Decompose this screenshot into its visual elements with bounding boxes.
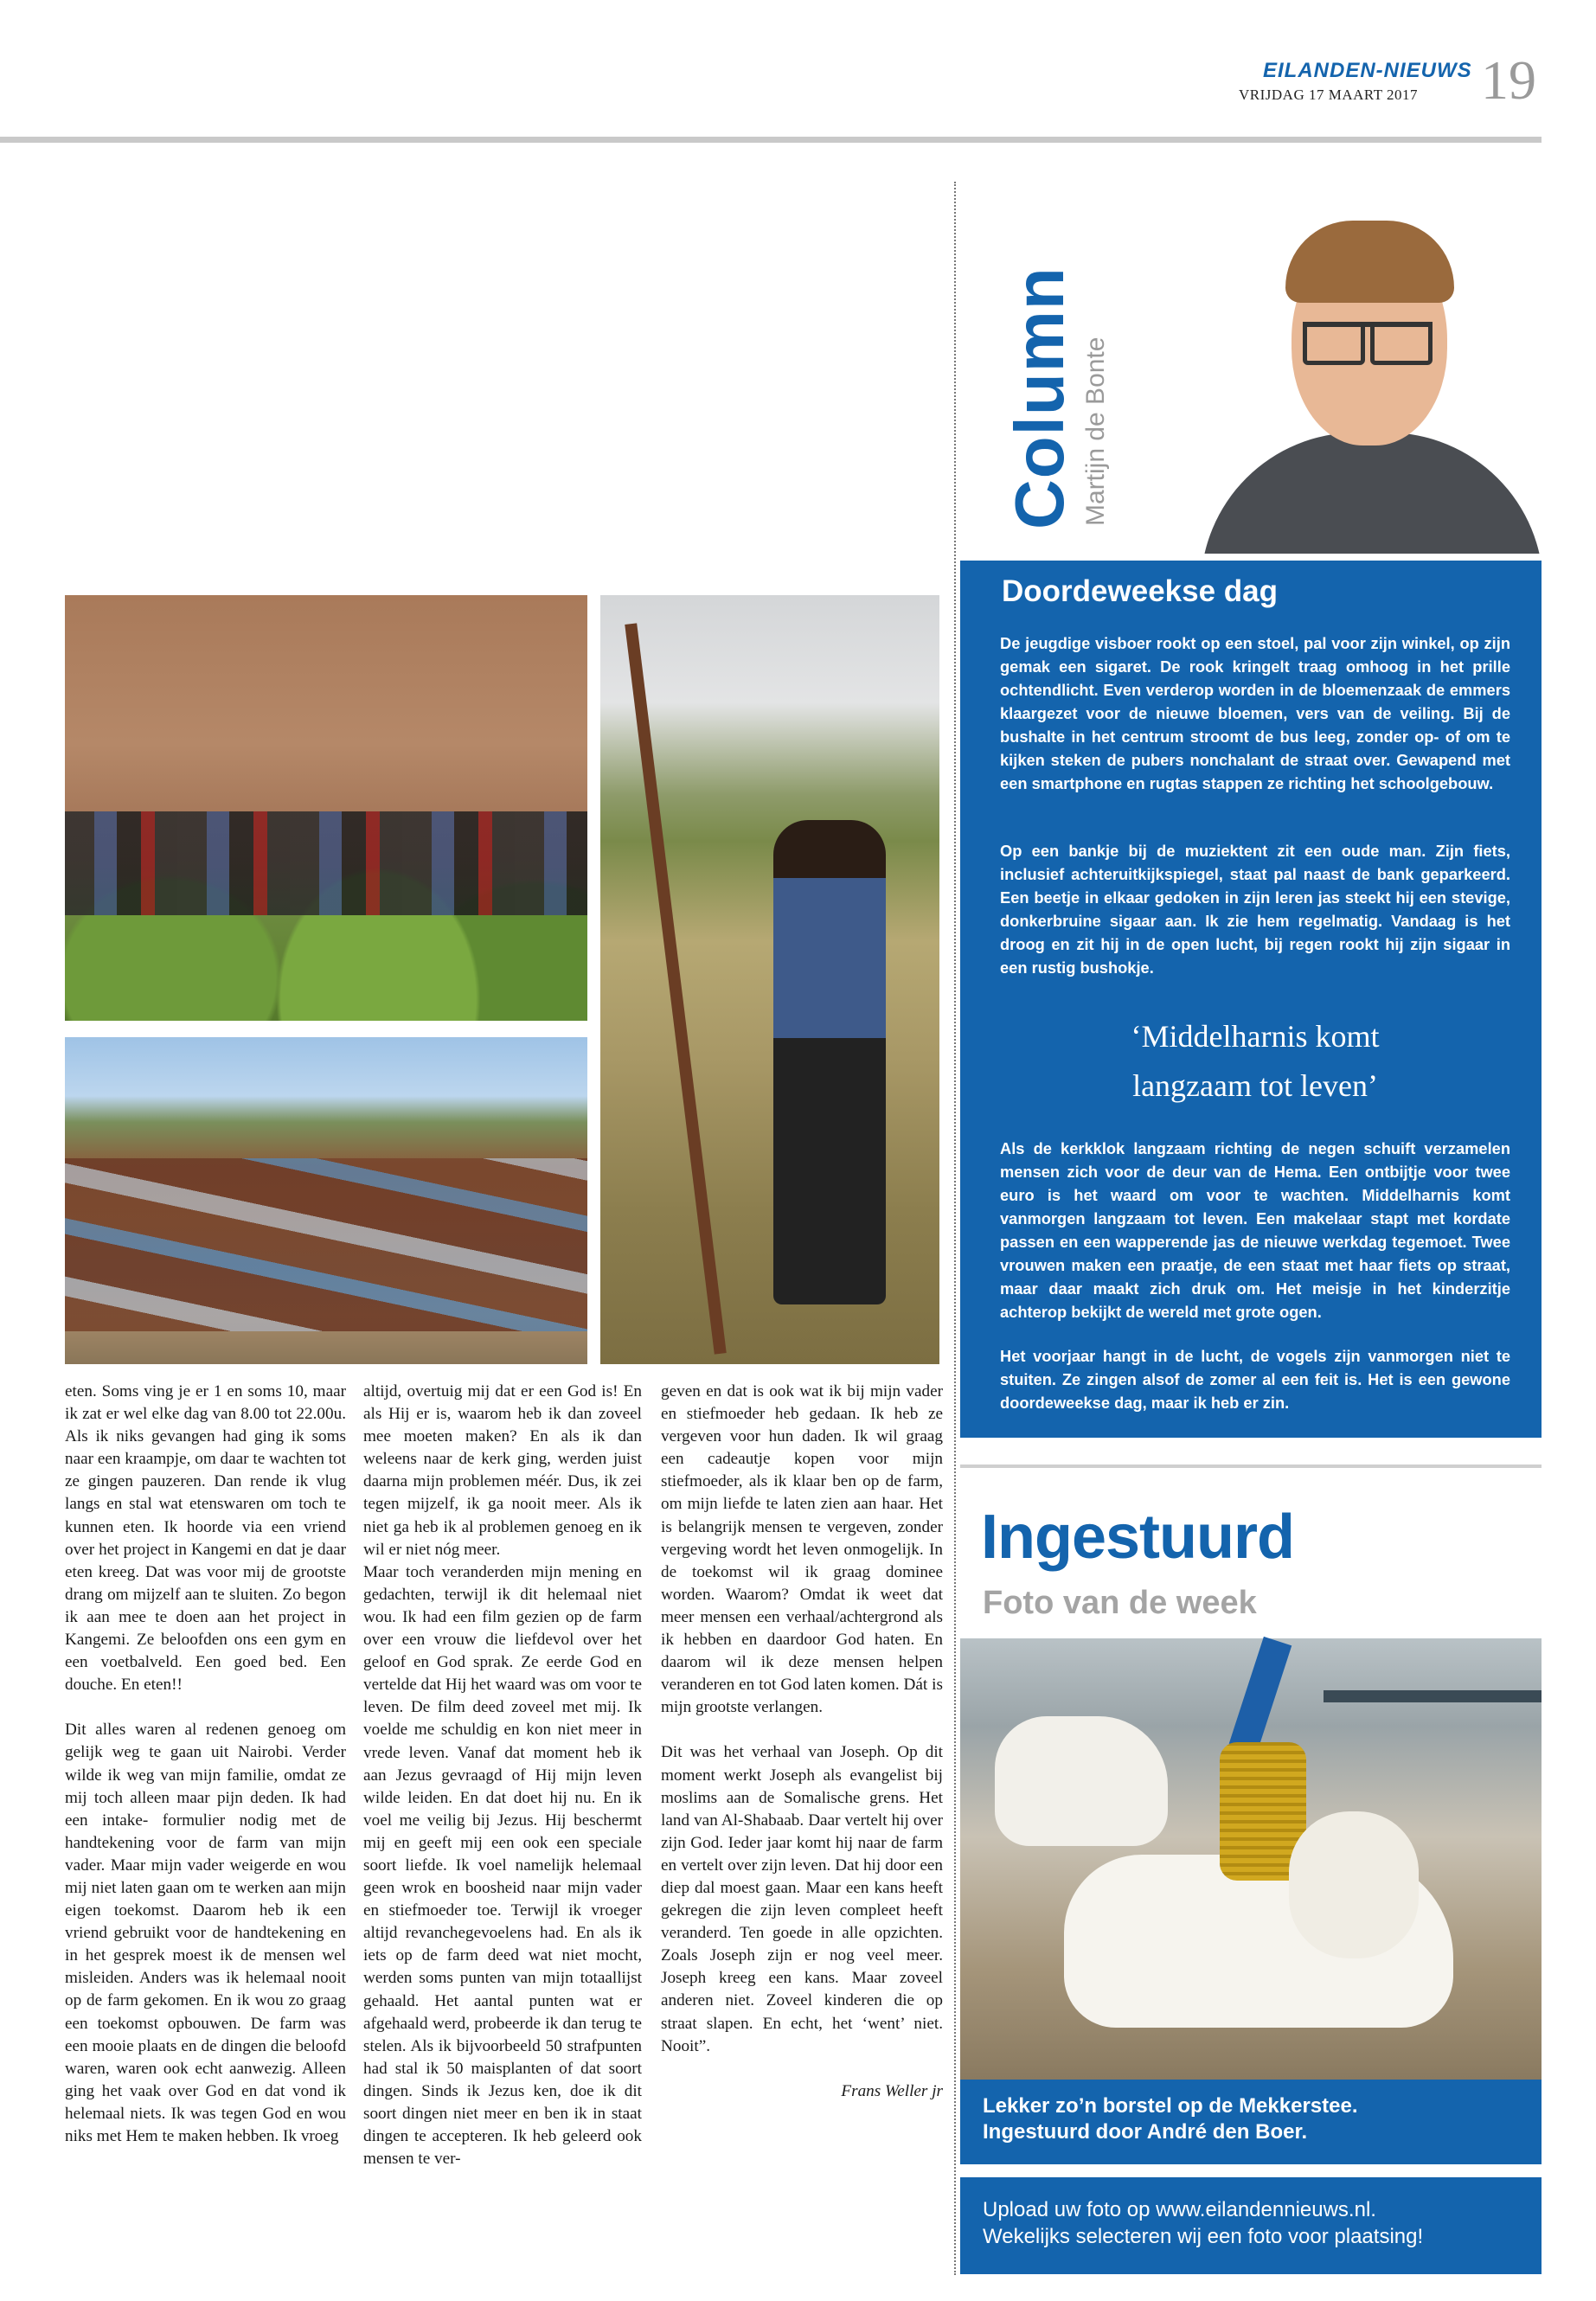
upload-line-1: Upload uw foto op www.eilandennieuws.nl. <box>983 2198 1376 2221</box>
pull-quote <box>1000 1012 1510 1111</box>
portrait-hair <box>1285 221 1454 303</box>
goat-head <box>1289 1811 1419 1958</box>
caption-line-1: Lekker zo’n borstel op de Mekkerstee. <box>983 2094 1358 2118</box>
pull-quote-line-2: langzaam tot leven’ <box>1132 1068 1378 1103</box>
ingestuurd-subtitle: Foto van de week <box>983 1585 1257 1621</box>
goat-background <box>995 1716 1168 1846</box>
portrait-shoulders <box>1201 433 1543 554</box>
article-paragraph: Dit alles waren al redenen genoeg om gelijk weg te gaan uit Nairobi. Verder wilde ik weg van mijn familie, omdat ze mij toch alleen maar pijn deden. Ik had een intake- formulier nodig met de handtekening voor de farm van mijn vader. Maar mijn vader weigerde en wou mij niet laten gaan om te werken aan mijn eigen toekomst. Daarom heb ik een vriend gebruikt voor de handtekening en in het gesprek moest ik de mensen wel misleiden. Anders was ik helemaal nooit op de farm gekomen. En ik wou zo graag een toekomst opbouwen. De farm was een mooie plaats en de dingen die beloofd waren, waren ook echt aanwezig. Alleen ging het vaak over God en dat vond ik helemaal niets. Ik was tegen God en wou niks met Hem te maken hebben. Ik vroeg <box>65 1721 346 2145</box>
wall-group-photo <box>65 595 587 1021</box>
article-signature: Frans Weller jr <box>841 2081 943 2100</box>
upload-notice <box>960 2177 1542 2274</box>
photo-caption <box>960 2080 1542 2164</box>
portrait-glasses <box>1303 322 1433 363</box>
column-paragraph-4: Het voorjaar hangt in de lucht, de vogels zijn vanmorgen niet te stuiten. Ze zingen alsof de zomer al een feit is. Het is een gewone doordeweekse dag, maar ik heb er zin. <box>1000 1347 1510 1412</box>
article-column-2 <box>363 1381 642 2193</box>
stable-rail <box>1324 1690 1542 1702</box>
seated-youths <box>65 811 587 915</box>
young-man-figure <box>773 820 886 1304</box>
column-separator <box>954 182 956 2275</box>
farm-worker-photo <box>600 595 939 1364</box>
pull-quote-line-1: ‘Middelharnis komt <box>1131 1019 1380 1054</box>
tin-roofs <box>65 1158 587 1331</box>
article-column-1 <box>65 1381 346 2170</box>
slum-photo <box>65 1037 587 1364</box>
article-paragraph: eten. Soms ving je er 1 en soms 10, maar ik zat er wel elke dag van 8.00 tot 22.00u. Als ik niks gevangen had ging ik soms naar een kraampje, om daar te wachten tot ze gingen pauzeren. Dan rende ik vlug langs en stal wat etenswaren om toch te kunnen eten. Ik hoorde via een vriend over het project in Kangemi en dat je daar eten kreeg. Dat was voor mij de grootste drang om mijzelf aan te sluiten. Zo begon ik aan mee te doen aan het project in Kangemi. Ze beloofden ons een gym en een voetbalveld. Een goed bed. Een douche. En eten!! <box>65 1382 346 1695</box>
column-title: Doordeweekse dag <box>1002 574 1278 608</box>
article-paragraph: geven en dat is ook wat ik bij mijn vader en stiefmoeder heb gedaan. Ik heb ze vergeven voor hun daden. Ik wil graag een cadeautje kopen voor mijn stiefmoeder, als ik klaar ben op de farm, om mijn liefde te laten zien aan haar. Het is belangrijk mensen te vergeven, zonder vergeving wordt het leven onmogelijk. In de toekomst wil ik graag dominee worden. Waarom? Omdat ik weet dat meer mensen een verhaal/achtergrond als ik hebben en daardoor God haten. En daarom wil ik deze mensen helpen veranderen en tot God laten komen. Dát is mijn grootste verlangen. <box>661 1382 943 1717</box>
goat-photo <box>960 1638 1542 2080</box>
issue-date: VRIJDAG 17 MAART 2017 <box>1239 87 1419 103</box>
column-label: Column <box>1001 266 1078 529</box>
author-portrait <box>1201 216 1543 554</box>
ingestuurd-title: Ingestuurd <box>981 1503 1294 1572</box>
header-rule <box>0 137 1542 143</box>
article-column-3 <box>661 1381 943 2125</box>
column-paragraph-2: Op een bankje bij de muziektent zit een oude man. Zijn fiets, inclusief achteruitkijkspiegel, staat pal naast de bank geparkeerd. Een beetje in elkaar gedoken in zijn leren jas steekt hij een stevige, donkerbruine sigaar aan. Ik zie hem regelmatig. Vandaag is het droog en zit hij in de open lucht, bij regen rookt hij zijn sigaar in een rustig bushokje. <box>1000 842 1510 977</box>
upload-line-2: Wekelijks selecteren wij een foto voor plaatsing! <box>983 2225 1424 2248</box>
wooden-pole <box>625 623 726 1354</box>
article-paragraph: altijd, overtuig mij dat er een God is! En als Hij er is, waarom heb ik dan zoveel mee moeten maken? En als ik dan weleens naar de kerk ging, werden juist daarna mijn problemen méér. Dus, ik zei tegen mijzelf, ik ga nooit meer. Als ik niet ga heb ik al problemen genoeg en ik wil er niet nóg meer. <box>363 1382 642 1559</box>
column-paragraph-1: De jeugdige visboer rookt op een stoel, pal voor zijn winkel, op zijn gemak een sigaret. De rook kringelt traag omhoog in het prille ochtendlicht. Even verderop worden in de bloemenzaak de emmers klaargezet voor de nieuwe bloemen, vers van de veiling. Bij de bushalte in het centrum stroomt de bus leeg, zonder op- of om te kijken steken de pubers nonchalant de straat over. Gewapend met een smartphone en rugtas stappen ze richting het schoolgebouw. <box>1000 634 1510 792</box>
article-paragraph: Maar toch veranderden mijn mening en gedachten, terwijl ik dit helemaal niet wou. Ik had een film gezien op de farm over een vrouw die liefdevol over het geloof en God sprak. Ze eerde God en vertelde dat Hij het waard was om voor te leven. De film deed zoveel met mij. Ik voelde me schuldig en kon niet meer in vrede leven. Vanaf dat moment heb ik aan Jezus gevraagd of Hij mijn leven wilde leiden. En dat doet hij nu. En ik voel me veilig bij Jezus. Hij beschermt mij en geeft mij een ook een speciale soort liefde. Ik voel namelijk helemaal geen wrok en boosheid naar mijn vader en stiefmoeder toe. Terwijl ik vroeger altijd revanchegevoelens had. En als ik iets op de farm deed wat niet mocht, werden soms punten van mijn totaallijst gehaald. Het aantal punten wat er afgehaald werd, probeerde ik dan terug te stelen. Als ik bijvoorbeeld 50 strafpunten had stal ik 50 maisplanten of dat soort dingen. Sinds ik Jezus ken, doe ik dit soort dingen niet meer en ben ik in staat dingen te accepteren. Ik heb geleerd ook mensen te ver- <box>363 1562 642 2169</box>
caption-line-2: Ingestuurd door André den Boer. <box>983 2120 1308 2144</box>
column-paragraph-3: Als de kerkklok langzaam richting de negen schuift verzamelen mensen zich voor de deur van de Hema. Een ontbijtje voor twee euro is het waard om voor te wachten. Middelharnis komt vanmorgen langzaam tot leven. Een makelaar stapt met kordate passen en een wapperende jas de nieuwe werkdag tegemoet. Twee vrouwen maken een praatje, de een staat met haar fiets op straat, maar daar maakt zich druk om. Het meisje in het kinderzitje achterop bekijkt de wereld met grote ogen. <box>1000 1139 1510 1321</box>
column-author: Martijn de Bonte <box>1081 336 1110 526</box>
masthead-logo: EILANDEN-NIEUWS <box>1263 59 1472 82</box>
article-paragraph: Dit was het verhaal van Joseph. Op dit moment werkt Joseph als evangelist bij moslims aan de Somalische grens. Het land van Al-Shabaab. Daar vertelt hij over zijn God. Ieder jaar komt hij naar de farm en vertelt over zijn leven. Dat hij door een diep dal moest gaan. Maar een kans heeft gekregen die zijn leven compleet heeft veranderd. Ten goede in alle opzichten. Zoals Joseph zijn er nog veel meer. Joseph kreeg een kans. Maar zoveel anderen niet. Zoveel kinderen die op straat slapen. En echt, het ‘went’ niet. Nooit”. <box>661 1743 943 2055</box>
page-number: 19 <box>1481 49 1536 111</box>
section-divider <box>960 1465 1542 1468</box>
column-box <box>960 561 1542 1438</box>
brush-arm <box>1229 1637 1292 1753</box>
